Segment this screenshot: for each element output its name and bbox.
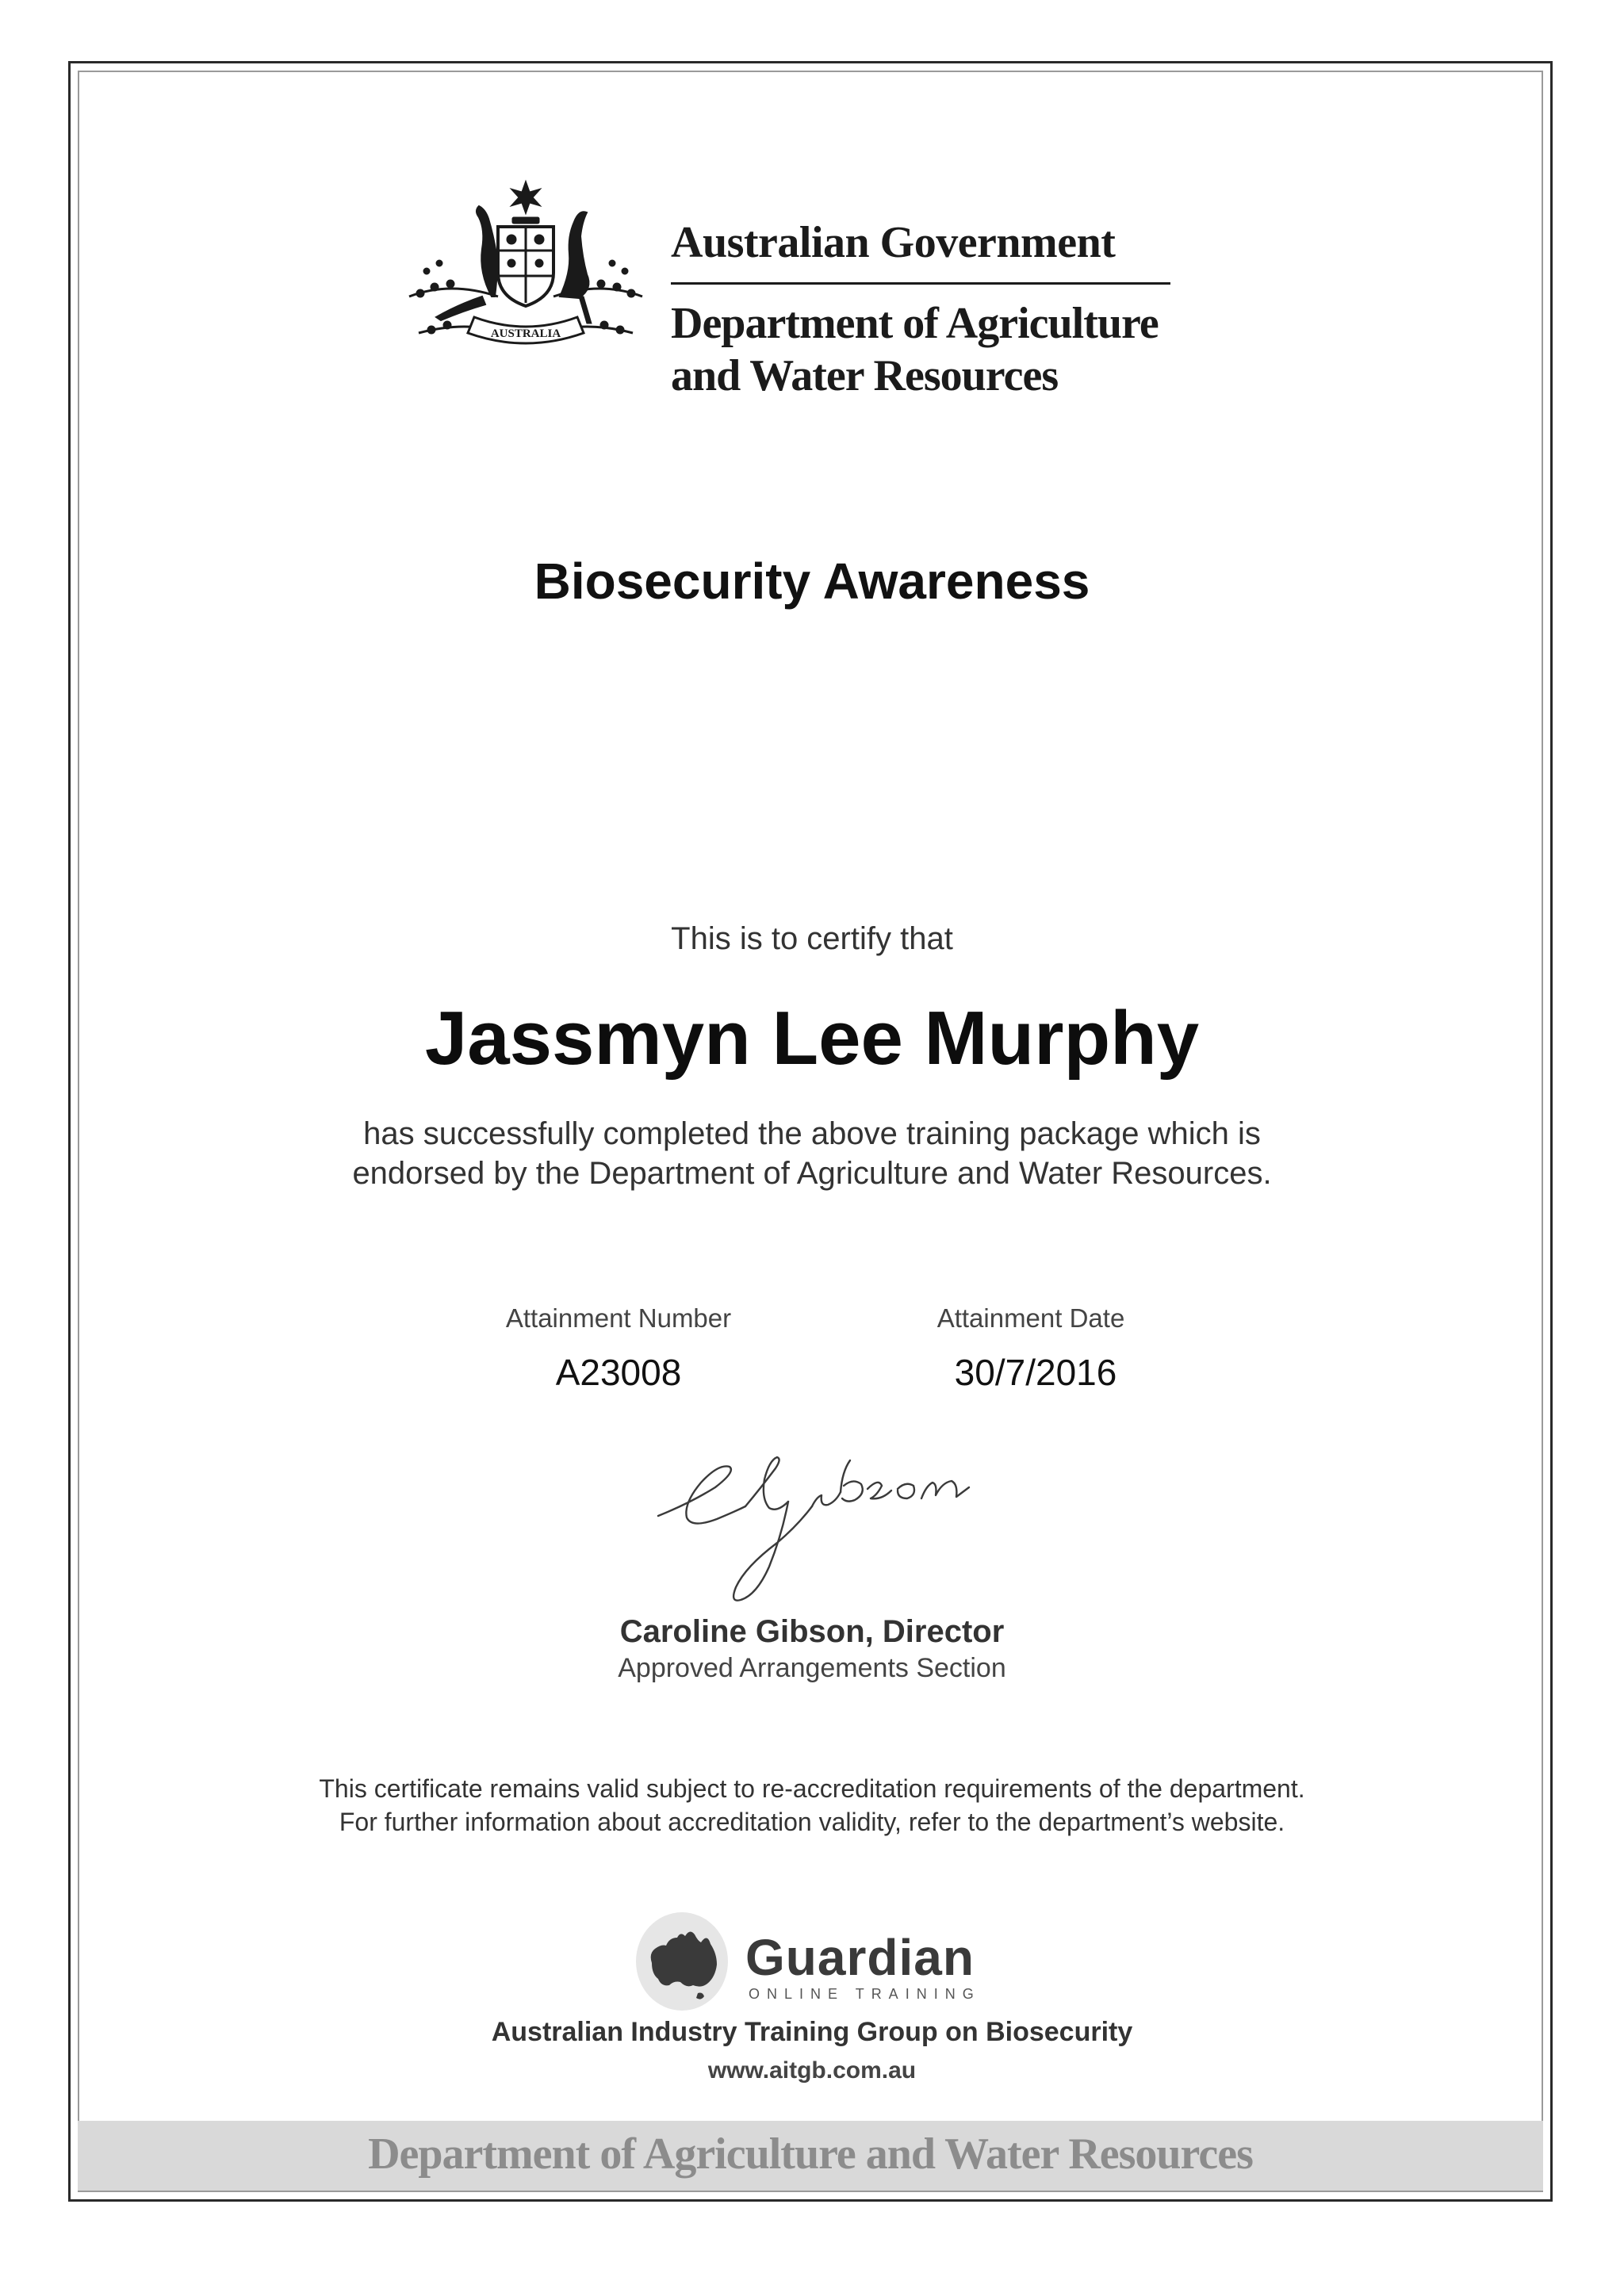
signatory-name: Caroline Gibson, Director [619,1614,1005,1649]
coat-of-arms-icon [403,178,649,357]
government-title: Australian Government [671,218,1116,267]
crest-scroll-text: AUSTRALIA [490,327,561,340]
signature-image [642,1440,1015,1614]
department-name-line2: and Water Resources [671,351,1059,400]
completion-text-line1: has successfully completed the above training package which is [363,1116,1261,1151]
department-name-line1: Department of Agriculture [671,299,1159,348]
guardian-brand: Guardian [745,1929,975,1986]
attainment-number-value: A23008 [555,1352,682,1393]
validity-note-line1: This certificate remains valid subject to re-accreditation requirements of the department. [319,1774,1305,1803]
certify-text: This is to certify that [671,921,953,956]
attainment-date-label: Attainment Date [936,1303,1125,1333]
signatory-role: Approved Arrangements Section [618,1653,1006,1683]
completion-text-line2: endorsed by the Department of Agriculture and Water Resources. [352,1156,1272,1191]
guardian-tagline: ONLINE TRAINING [749,1986,981,2002]
course-title: Biosecurity Awareness [534,553,1090,610]
australia-map-icon [634,1909,730,2012]
provider-organisation: Australian Industry Training Group on Biosecurity [491,2017,1133,2047]
recipient-name: Jassmyn Lee Murphy [424,996,1200,1081]
attainment-date-value: 30/7/2016 [954,1352,1117,1393]
footer-department-text: Department of Agriculture and Water Resources [368,2130,1253,2179]
attainment-number-label: Attainment Number [505,1303,732,1333]
header-divider [671,282,1170,285]
validity-note-line2: For further information about accreditation validity, refer to the department’s website. [339,1808,1285,1836]
provider-website: www.aitgb.com.au [707,2057,917,2084]
